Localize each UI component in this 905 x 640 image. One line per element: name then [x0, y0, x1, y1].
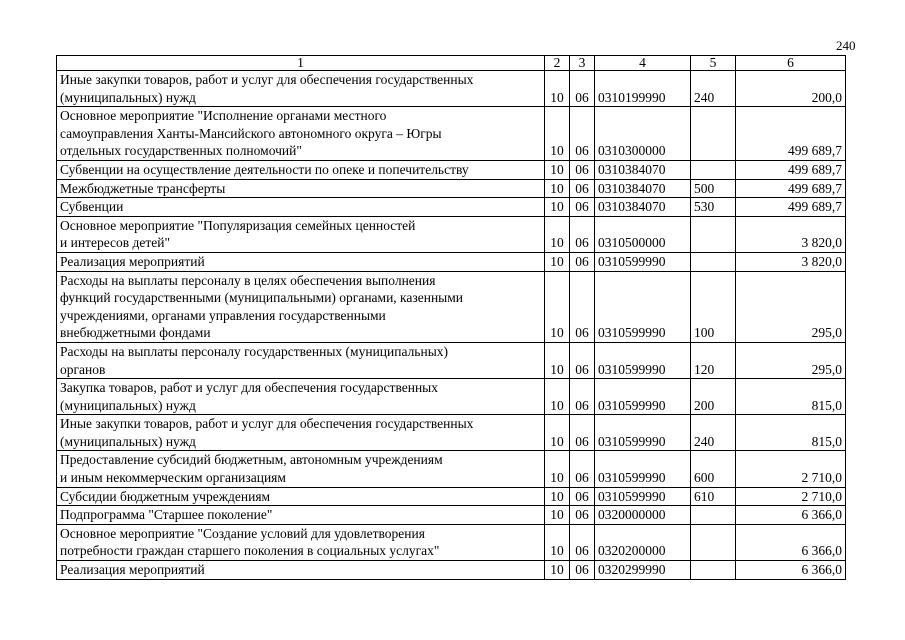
section-code-cell: 10	[545, 506, 570, 525]
expense-type-code-cell	[691, 524, 736, 560]
subsection-code-cell: 06	[570, 198, 595, 217]
amount-cell: 295,0	[736, 342, 846, 378]
expense-type-code-cell: 600	[691, 451, 736, 487]
row-name-cell: Субвенции на осуществление деятельности по опеке и попечительству	[57, 160, 545, 179]
subsection-code-cell: 06	[570, 379, 595, 415]
row-name-cell: Иные закупки товаров, работ и услуг для обеспечения государственных (муниципальных) нужд	[57, 415, 545, 451]
target-article-code-cell: 0310599990	[595, 342, 691, 378]
section-code-cell: 10	[545, 271, 570, 342]
amount-cell: 295,0	[736, 271, 846, 342]
row-name-cell: Расходы на выплаты персоналу государственных (муниципальных) органов	[57, 342, 545, 378]
section-code-cell: 10	[545, 379, 570, 415]
table-row	[57, 451, 846, 487]
target-article-code-cell: 0310199990	[595, 71, 691, 107]
table-row	[57, 107, 846, 161]
amount-cell: 6 366,0	[736, 506, 846, 525]
section-code-cell: 10	[545, 216, 570, 252]
row-name-cell: Закупка товаров, работ и услуг для обеспечения государственных (муниципальных) нужд	[57, 379, 545, 415]
target-article-code-cell: 0310300000	[595, 107, 691, 161]
subsection-code-cell: 06	[570, 107, 595, 161]
target-article-code-cell: 0310599990	[595, 271, 691, 342]
row-name-cell: Основное мероприятие "Популяризация семейных ценностей и интересов детей"	[57, 216, 545, 252]
expense-type-code-cell	[691, 160, 736, 179]
header-cell: 1	[57, 56, 545, 71]
row-name-cell: Предоставление субсидий бюджетным, автономным учреждениям и иным некоммерческим организациям	[57, 451, 545, 487]
row-name-cell: Реализация мероприятий	[57, 252, 545, 271]
amount-cell: 2 710,0	[736, 451, 846, 487]
target-article-code-cell: 0310599990	[595, 451, 691, 487]
subsection-code-cell: 06	[570, 271, 595, 342]
header-cell: 6	[736, 56, 846, 71]
subsection-code-cell: 06	[570, 342, 595, 378]
section-code-cell: 10	[545, 107, 570, 161]
amount-cell: 3 820,0	[736, 252, 846, 271]
table-row	[57, 342, 846, 378]
expense-type-code-cell	[691, 506, 736, 525]
table-row	[57, 198, 846, 217]
expense-type-code-cell	[691, 561, 736, 580]
table-row	[57, 524, 846, 560]
amount-cell: 3 820,0	[736, 216, 846, 252]
section-code-cell: 10	[545, 71, 570, 107]
target-article-code-cell: 0310500000	[595, 216, 691, 252]
subsection-code-cell: 06	[570, 506, 595, 525]
amount-cell: 815,0	[736, 379, 846, 415]
expense-type-code-cell: 610	[691, 487, 736, 506]
section-code-cell: 10	[545, 342, 570, 378]
section-code-cell: 10	[545, 451, 570, 487]
table-row	[57, 271, 846, 342]
target-article-code-cell: 0310599990	[595, 252, 691, 271]
expense-type-code-cell	[691, 216, 736, 252]
subsection-code-cell: 06	[570, 415, 595, 451]
amount-cell: 499 689,7	[736, 160, 846, 179]
row-name-cell: Расходы на выплаты персоналу в целях обеспечения выполнения функций государственными (муниципальными) органами, казенными учреждениями, органами управления государственными внебюджетными фондами	[57, 271, 545, 342]
row-name-cell: Подпрограмма "Старшее поколение"	[57, 506, 545, 525]
expense-type-code-cell: 240	[691, 415, 736, 451]
amount-cell: 499 689,7	[736, 198, 846, 217]
target-article-code-cell: 0310599990	[595, 415, 691, 451]
row-name-cell: Субвенции	[57, 198, 545, 217]
amount-cell: 499 689,7	[736, 107, 846, 161]
amount-cell: 6 366,0	[736, 524, 846, 560]
table-row	[57, 487, 846, 506]
target-article-code-cell: 0310599990	[595, 379, 691, 415]
expense-type-code-cell: 500	[691, 179, 736, 198]
subsection-code-cell: 06	[570, 179, 595, 198]
table-row	[57, 561, 846, 580]
table-row	[57, 506, 846, 525]
header-cell: 5	[691, 56, 736, 71]
budget-table	[56, 55, 846, 580]
table-row	[57, 252, 846, 271]
section-code-cell: 10	[545, 415, 570, 451]
amount-cell: 815,0	[736, 415, 846, 451]
amount-cell: 6 366,0	[736, 561, 846, 580]
expense-type-code-cell: 200	[691, 379, 736, 415]
expense-type-code-cell	[691, 252, 736, 271]
subsection-code-cell: 06	[570, 71, 595, 107]
subsection-code-cell: 06	[570, 487, 595, 506]
header-cell: 4	[595, 56, 691, 71]
subsection-code-cell: 06	[570, 160, 595, 179]
table-row	[57, 216, 846, 252]
section-code-cell: 10	[545, 487, 570, 506]
subsection-code-cell: 06	[570, 252, 595, 271]
amount-cell: 2 710,0	[736, 487, 846, 506]
section-code-cell: 10	[545, 561, 570, 580]
header-cell: 3	[570, 56, 595, 71]
header-cell: 2	[545, 56, 570, 71]
table-row	[57, 415, 846, 451]
section-code-cell: 10	[545, 179, 570, 198]
amount-cell: 499 689,7	[736, 179, 846, 198]
expense-type-code-cell	[691, 107, 736, 161]
target-article-code-cell: 0310384070	[595, 160, 691, 179]
row-name-cell: Субсидии бюджетным учреждениям	[57, 487, 545, 506]
row-name-cell: Иные закупки товаров, работ и услуг для обеспечения государственных (муниципальных) нужд	[57, 71, 545, 107]
amount-cell: 200,0	[736, 71, 846, 107]
expense-type-code-cell: 530	[691, 198, 736, 217]
subsection-code-cell: 06	[570, 561, 595, 580]
expense-type-code-cell: 240	[691, 71, 736, 107]
table-row	[57, 160, 846, 179]
table-row	[57, 179, 846, 198]
table-row	[57, 71, 846, 107]
subsection-code-cell: 06	[570, 216, 595, 252]
subsection-code-cell: 06	[570, 524, 595, 560]
section-code-cell: 10	[545, 524, 570, 560]
section-code-cell: 10	[545, 198, 570, 217]
expense-type-code-cell: 100	[691, 271, 736, 342]
section-code-cell: 10	[545, 160, 570, 179]
target-article-code-cell: 0320299990	[595, 561, 691, 580]
row-name-cell: Реализация мероприятий	[57, 561, 545, 580]
row-name-cell: Основное мероприятие "Исполнение органами местного самоуправления Ханты-Мансийского автономного округа – Югры отдельных государственных полномочий"	[57, 107, 545, 161]
row-name-cell: Основное мероприятие "Создание условий для удовлетворения потребности граждан старшего поколения в социальных услугах"	[57, 524, 545, 560]
row-name-cell: Межбюджетные трансферты	[57, 179, 545, 198]
table-row	[57, 379, 846, 415]
subsection-code-cell: 06	[570, 451, 595, 487]
section-code-cell: 10	[545, 252, 570, 271]
target-article-code-cell: 0320000000	[595, 506, 691, 525]
target-article-code-cell: 0310599990	[595, 487, 691, 506]
target-article-code-cell: 0310384070	[595, 179, 691, 198]
target-article-code-cell: 0310384070	[595, 198, 691, 217]
page-number: 240	[836, 38, 856, 53]
table-header-row	[57, 56, 846, 71]
target-article-code-cell: 0320200000	[595, 524, 691, 560]
expense-type-code-cell: 120	[691, 342, 736, 378]
